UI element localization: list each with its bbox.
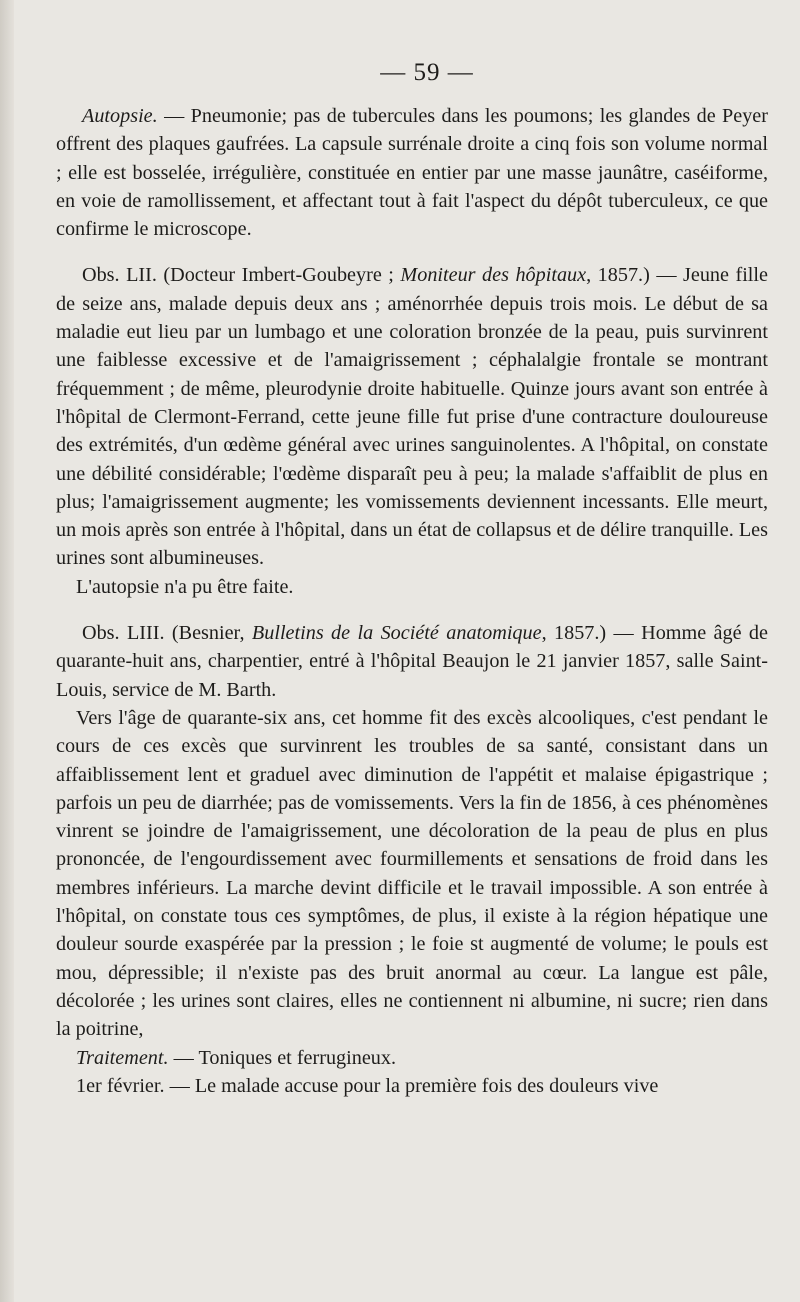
february-text: — Le malade accuse pour la première fois des douleurs vive	[164, 1074, 659, 1097]
obs-53-history: Vers l'âge de quarante-six ans, cet homme fit des excès alcooliques, c'est pendant le cours de ces excès que survinrent les troubles de sa santé, consistant dans un affaiblissement lent et graduel avec diminution de l'appétit et malaise épigastrique ; parfois un peu de diarrhée; pas de vomissements. Vers la fin de 1856, à ces phénomènes vinrent se joindre de l'amaigrissement, une décoloration de la peau de plus en plus prononcée, de l'engourdissement avec fourmillements et sensations de froid dans les membres inférieurs. La marche devint difficile et le travail impossible. A son entrée à l'hôpital, on constate tous ces symptômes, de plus, il existe à la région hépatique une douleur sourde exaspérée par la pression ; le foie st augmenté de volume; le pouls est mou, dépressible; il n'existe pas des bruit anormal au cœur. La langue est pâle, décolorée ; les urines sont claires, elles ne contiennent ni albumine, ni sucre; rien dans la poitrine,	[56, 706, 768, 1041]
autopsy-heading: Autopsie.	[82, 105, 158, 127]
obs-53-text: — Homme âgé de quarante-huit ans, charpentier, entré à l'hôpital Beaujon le 21 janvier 1857, salle Saint-Louis, service de M. Barth.	[56, 622, 768, 701]
obs-52-heading: Obs. LII. (Docteur Imbert-Goubeyre ;	[82, 264, 401, 287]
treatment-line	[56, 1044, 768, 1072]
obs-52-source: Moniteur des hôpitaux	[400, 264, 587, 287]
treatment-text: — Toniques et ferrugineux.	[168, 1046, 397, 1069]
obs-52-year: , 1857.)	[586, 264, 650, 287]
obs-52-autopsy-note: L'autopsie n'a pu être faite.	[76, 575, 294, 598]
obs-52-paragraph	[56, 261, 768, 572]
book-page	[56, 58, 768, 1100]
treatment-heading: Traitement.	[76, 1046, 169, 1069]
obs-53-year: , 1857.)	[541, 622, 607, 645]
obs-53-heading: Obs. LIII. (Besnier,	[82, 622, 252, 645]
obs-53-paragraph	[56, 619, 768, 704]
page-number: — 59 —	[380, 59, 474, 86]
autopsy-paragraph	[56, 102, 768, 243]
february-date: 1er février.	[76, 1074, 165, 1097]
february-entry	[56, 1072, 768, 1100]
obs-52-text: — Jeune fille de seize ans, malade depuis deux ans ; aménorrhée depuis trois mois. Le début de sa maladie eut lieu par un lumbago et une coloration bronzée de la peau, puis survinrent une faiblesse excessive et de l'amaigrissement ; céphalalgie frontale se montrant fréquemment ; de même, pleurodynie droite habituelle. Quinze jours avant son entrée à l'hôpital de Clermont-Ferrand, cette jeune fille fut prise d'une contracture douloureuse des extrémités, d'un œdème général avec urines sanguinolentes. A l'hôpital, on constate une débilité considérable; l'œdème disparaît peu à peu; la malade s'affaiblit de plus en plus; l'amaigrissement augmente; les vomissements deviennent incessants. Elle meurt, un mois après son entrée à l'hôpital, dans un état de collapsus et de délire tranquille. Les urines sont albumineuses.	[56, 264, 768, 570]
obs-53-source: Bulletins de la Société anatomique	[251, 622, 542, 645]
autopsy-text: — Pneumonie; pas de tubercules dans les poumons; les glandes de Peyer offrent des plaques gaufrées. La capsule surrénale droite a cinq fois son volume normal ; elle est bosselée, irrégulière, constituée en entier par une masse jaunâtre, caséiforme, en voie de ramollissement, et affectant tout à fait l'aspect du dépôt tuberculeux, ce que confirme le microscope.	[56, 105, 768, 241]
scan-edge	[0, 0, 14, 1302]
